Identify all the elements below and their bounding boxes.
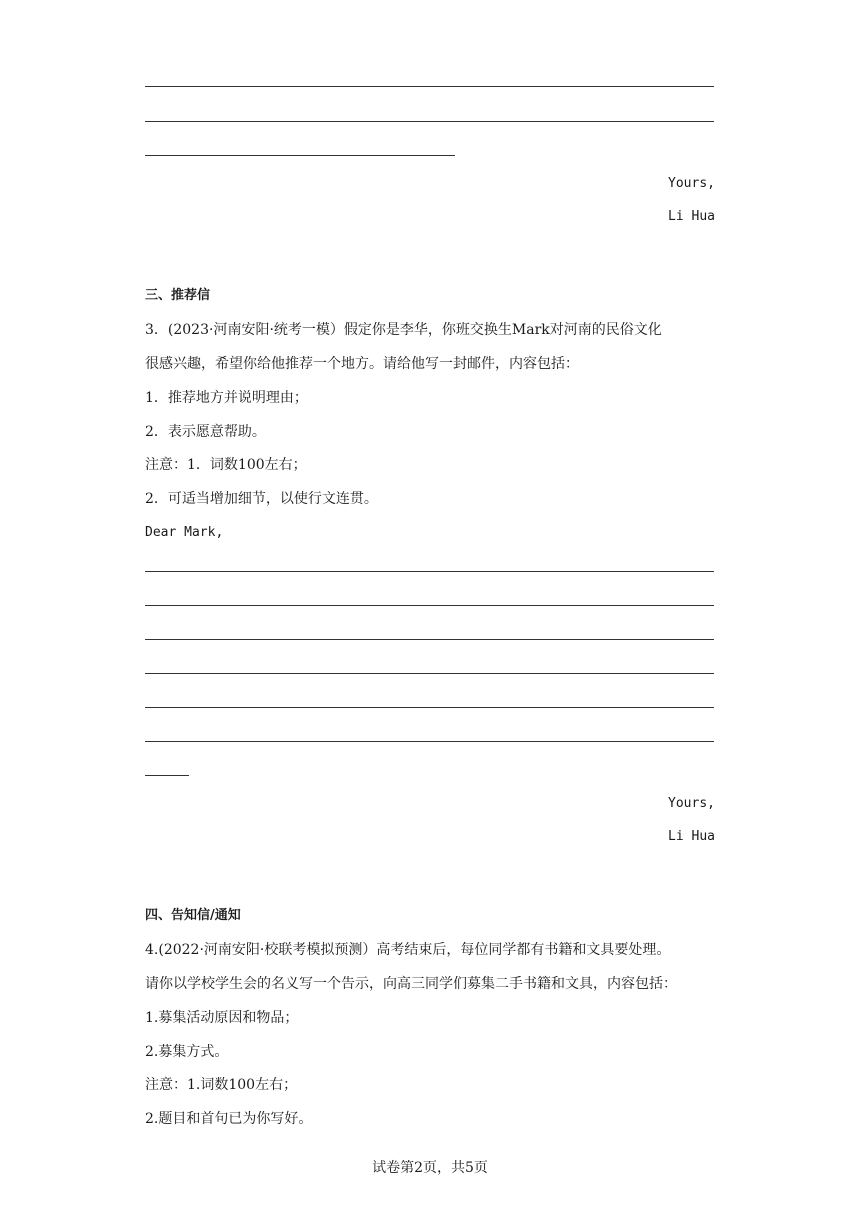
letter-salutation: Dear Mark,	[145, 525, 224, 540]
requirement-item: 1．推荐地方并说明理由；	[145, 390, 308, 406]
section-heading: 三、推荐信	[145, 288, 211, 303]
answer-line-short	[145, 155, 455, 156]
note-text: 2．可适当增加细节，以使行文连贯。	[145, 491, 378, 507]
answer-line	[145, 605, 714, 606]
question-text: 3．(2023·河南安阳·统考一模）假定你是李华，你班交换生Mark对河南的民俗文化	[145, 322, 662, 338]
letter-closing: Yours,	[668, 176, 715, 191]
page-number: 试卷第2页，共5页	[372, 1160, 488, 1176]
note-text: 注意：1.词数100左右；	[145, 1077, 298, 1093]
answer-line	[145, 673, 714, 674]
answer-line	[145, 639, 714, 640]
question-text: 请你以学校学生会的名义写一个告示，向高三同学们募集二手书籍和文具，内容包括：	[145, 976, 677, 992]
question-text: 很感兴趣，希望你给他推荐一个地方。请给他写一封邮件，内容包括：	[145, 356, 579, 372]
requirement-item: 2．表示愿意帮助。	[145, 424, 266, 440]
answer-line	[145, 86, 714, 87]
letter-signature: Li Hua	[668, 209, 715, 224]
answer-line	[145, 571, 714, 572]
requirement-item: 1.募集活动原因和物品；	[145, 1010, 299, 1026]
answer-line	[145, 741, 714, 742]
note-text: 2.题目和首句已为你写好。	[145, 1111, 313, 1127]
section-heading: 四、告知信/通知	[145, 908, 241, 923]
question-text: 4.(2022·河南安阳·校联考模拟预测）高考结束后，每位同学都有书籍和文具要处理。	[145, 942, 671, 958]
answer-line-short	[145, 775, 189, 776]
note-text: 注意：1．词数100左右；	[145, 457, 307, 473]
answer-line	[145, 707, 714, 708]
answer-line	[145, 121, 714, 122]
letter-closing: Yours,	[668, 796, 715, 811]
letter-signature: Li Hua	[668, 829, 715, 844]
requirement-item: 2.募集方式。	[145, 1044, 229, 1060]
